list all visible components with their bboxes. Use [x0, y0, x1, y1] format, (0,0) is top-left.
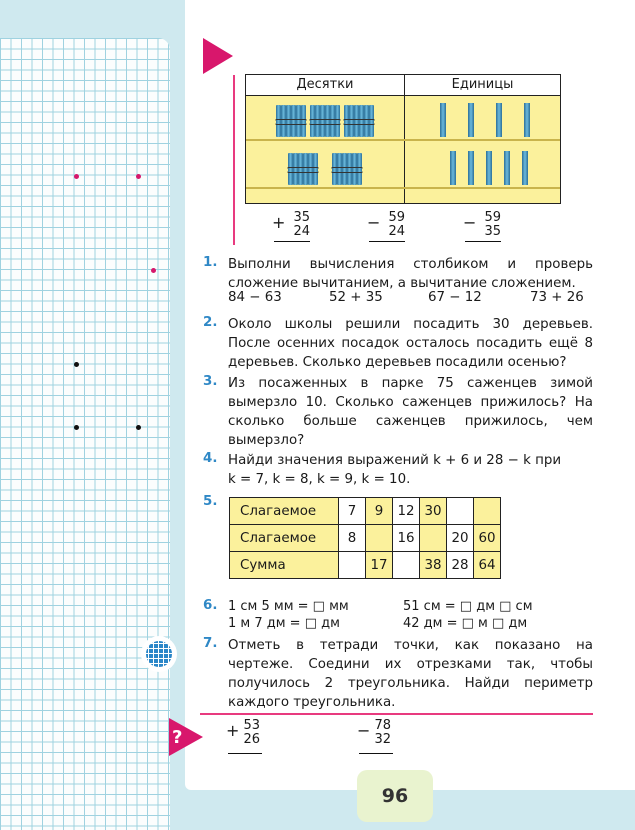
unit-stick-icon — [450, 151, 456, 185]
unit-stick-icon — [496, 103, 502, 137]
row-label: Слагаемое — [230, 498, 339, 525]
task-text: Выполни вычисления столбиком и проверь сложение вычитанием, а вычитание сложением. — [228, 257, 593, 291]
table-cell: 7 — [339, 498, 366, 525]
operand: 26 — [243, 732, 260, 747]
section-arrow-icon — [203, 38, 233, 74]
operand: 53 — [243, 718, 260, 733]
table-cell: 17 — [366, 552, 393, 579]
table-cell: 9 — [366, 498, 393, 525]
sum-table — [229, 497, 501, 579]
unit-stick-icon — [440, 103, 446, 137]
tens-bundle-icon — [276, 105, 306, 137]
operand: 32 — [374, 732, 391, 747]
column-example — [226, 718, 260, 747]
task-text: k = 7, k = 8, k = 9, k = 10. — [228, 472, 411, 487]
operand: 24 — [293, 224, 310, 239]
unit-exercise: 51 см = □ дм □ см — [403, 599, 533, 614]
table-cell — [339, 552, 366, 579]
task-number: 1. — [203, 255, 218, 270]
task-number: 6. — [203, 598, 218, 613]
column-example — [357, 718, 391, 747]
operator: − — [367, 213, 381, 232]
task-text: Найди значения выражений k + 6 и 28 − k при — [228, 453, 562, 468]
operand: 35 — [484, 224, 501, 239]
table-cell: 60 — [474, 525, 501, 552]
expression: 67 − 12 — [428, 290, 482, 305]
column-example — [463, 210, 501, 239]
notebook-grid — [0, 38, 170, 830]
operand: 24 — [388, 224, 405, 239]
task-text: Около школы решили посадить 30 деревьев. После осенних посадок осталось посадить ещё 8 деревьев. Сколько деревьев посадили осенью? — [228, 317, 593, 370]
place-value-table — [245, 74, 561, 204]
point — [74, 174, 79, 179]
operator: + — [272, 213, 286, 232]
row-label: Слагаемое — [230, 525, 339, 552]
point — [74, 425, 79, 430]
column-example — [272, 210, 310, 239]
table-cell: 38 — [420, 552, 447, 579]
point — [136, 425, 141, 430]
unit-exercise: 1 м 7 дм = □ дм — [228, 616, 340, 631]
table-cell: 12 — [393, 498, 420, 525]
task-text: Из посаженных в парке 75 саженцев зимой вымерзло 10. Сколько саженцев прижилось? На сколько больше саженцев прижилось, чем вымерзло? — [228, 376, 593, 448]
operator: − — [463, 213, 477, 232]
expression: 84 − 63 — [228, 290, 282, 305]
table-cell: 28 — [447, 552, 474, 579]
tens-bundle-icon — [332, 153, 362, 185]
tens-bundle-icon — [310, 105, 340, 137]
question-mark: ? — [172, 727, 183, 748]
tens-bundle-icon — [344, 105, 374, 137]
expression: 73 + 26 — [530, 290, 584, 305]
row-label: Сумма — [230, 552, 339, 579]
unit-stick-icon — [522, 151, 528, 185]
unit-stick-icon — [524, 103, 530, 137]
unit-stick-icon — [468, 103, 474, 137]
unit-exercise: 1 см 5 мм = □ мм — [228, 599, 349, 614]
operand: 59 — [484, 210, 501, 225]
task-number: 4. — [203, 451, 218, 466]
table-cell: 16 — [393, 525, 420, 552]
column-example — [367, 210, 405, 239]
point — [151, 268, 156, 273]
table-cell: 8 — [339, 525, 366, 552]
ones-header: Единицы — [405, 75, 560, 96]
expression: 52 + 35 — [329, 290, 383, 305]
unit-stick-icon — [504, 151, 510, 185]
operator: + — [226, 721, 240, 740]
unit-stick-icon — [468, 151, 474, 185]
point — [74, 362, 79, 367]
unit-exercise: 42 дм = □ м □ дм — [403, 616, 528, 631]
operand: 59 — [388, 210, 405, 225]
table-cell: 64 — [474, 552, 501, 579]
notebook-grid-icon — [143, 638, 175, 670]
table-cell — [393, 552, 420, 579]
table-row — [230, 498, 501, 525]
operand: 35 — [293, 210, 310, 225]
task-number: 3. — [203, 374, 218, 389]
task-number: 5. — [203, 494, 218, 509]
operand: 78 — [374, 718, 391, 733]
page-number: 96 — [357, 770, 433, 822]
shelf — [246, 187, 560, 189]
table-cell — [474, 498, 501, 525]
table-cell: 20 — [447, 525, 474, 552]
shelf — [246, 139, 560, 141]
task-number: 7. — [203, 636, 218, 651]
table-row — [230, 552, 501, 579]
table-cell: 30 — [420, 498, 447, 525]
table-row — [230, 525, 501, 552]
table-cell — [420, 525, 447, 552]
task-number: 2. — [203, 315, 218, 330]
point — [136, 174, 141, 179]
tens-header: Десятки — [246, 75, 404, 96]
table-cell — [447, 498, 474, 525]
tens-bundle-icon — [288, 153, 318, 185]
separator-line — [200, 713, 593, 715]
task-text: Отметь в тетради точки, как показано на чертеже. Соедини их отрезками так, чтобы получилось 2 треугольника. Найди периметр каждого треугольника. — [228, 638, 593, 710]
unit-stick-icon — [486, 151, 492, 185]
operator: − — [357, 721, 371, 740]
table-cell — [366, 525, 393, 552]
margin-line — [233, 75, 235, 245]
